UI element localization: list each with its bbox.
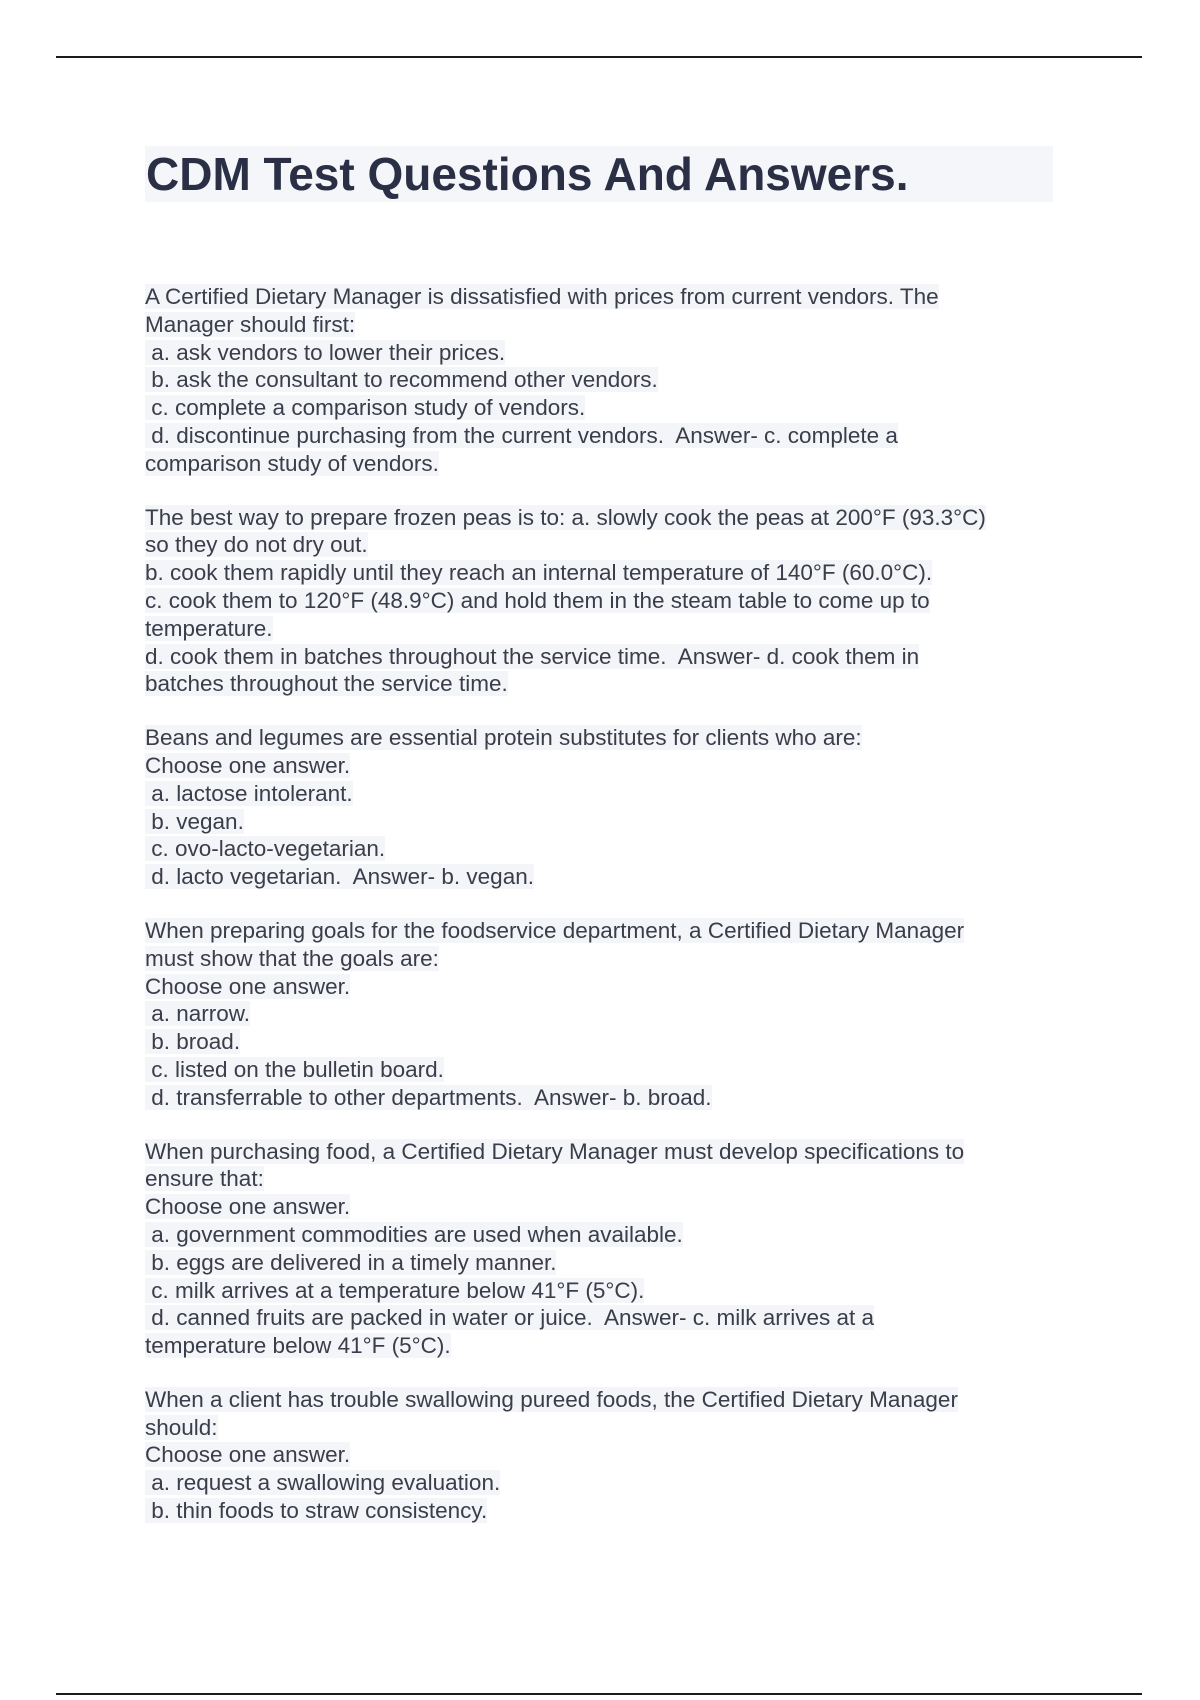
question-text-line [145, 1249, 1065, 1277]
question-text: a. narrow. [145, 1001, 251, 1027]
question-text-line [145, 1138, 1065, 1166]
question-text-line [145, 283, 1065, 311]
question-text: comparison study of vendors. [145, 450, 439, 476]
question-text: Beans and legumes are essential protein substitutes for clients who are: [145, 725, 862, 751]
question-text-line [145, 1056, 1065, 1084]
question-text: b. ask the consultant to recommend other vendors. [145, 367, 658, 393]
question-text: When purchasing food, a Certified Dietary Manager must develop specifications to [145, 1138, 965, 1164]
top-rule [56, 56, 1142, 58]
question-text: Choose one answer. [145, 752, 351, 778]
question-block [145, 283, 1065, 478]
question-text: a. ask vendors to lower their prices. [145, 339, 506, 365]
question-text: batches throughout the service time. [145, 671, 508, 697]
question-text: a. lactose intolerant. [145, 780, 353, 806]
question-text: When a client has trouble swallowing pureed foods, the Certified Dietary Manager [145, 1386, 958, 1412]
question-text-line [145, 1084, 1065, 1112]
question-text: The best way to prepare frozen peas is to: a. slowly cook the peas at 200°F (93.3°C) [145, 504, 986, 530]
question-text: c. listed on the bulletin board. [145, 1056, 444, 1082]
question-block [145, 1138, 1065, 1360]
question-text: A Certified Dietary Manager is dissatisfied with prices from current vendors. The [145, 284, 939, 309]
question-list [145, 283, 1065, 1551]
question-block [145, 1386, 1065, 1525]
question-text: temperature below 41°F (5°C). [145, 1333, 451, 1359]
question-text-line [145, 780, 1065, 808]
question-text-line [145, 863, 1065, 891]
question-text-line [145, 1000, 1065, 1028]
page-title: CDM Test Questions And Answers. [146, 148, 909, 200]
question-text: Manager should first: [145, 311, 356, 337]
question-text-line [145, 808, 1065, 836]
question-text-line [145, 559, 1065, 587]
question-text-line [145, 504, 1065, 532]
question-text: b. vegan. [145, 808, 244, 834]
question-text-line [145, 1221, 1065, 1249]
question-text-line [145, 752, 1065, 780]
question-text-line [145, 1165, 1065, 1193]
question-text-line [145, 670, 1065, 698]
title-block [145, 146, 1053, 202]
question-text: c. complete a comparison study of vendors. [145, 395, 586, 421]
question-text-line [145, 1304, 1065, 1332]
question-block [145, 504, 1065, 699]
question-text-line [145, 339, 1065, 367]
bottom-rule [56, 1693, 1142, 1695]
question-text: Choose one answer. [145, 973, 351, 999]
question-block [145, 917, 1065, 1112]
question-text: b. broad. [145, 1029, 241, 1055]
question-text-line [145, 587, 1065, 615]
question-text-line [145, 531, 1065, 559]
question-text: should: [145, 1414, 218, 1440]
question-text: Choose one answer. [145, 1194, 351, 1220]
question-text-line [145, 450, 1065, 478]
question-text-line [145, 973, 1065, 1001]
question-text-line [145, 917, 1065, 945]
question-text: a. government commodities are used when available. [145, 1221, 683, 1247]
question-text: d. canned fruits are packed in water or juice. Answer- c. milk arrives at a [145, 1305, 875, 1331]
question-text-line [145, 1497, 1065, 1525]
question-text: d. lacto vegetarian. Answer- b. vegan. [145, 864, 534, 890]
question-text-line [145, 1193, 1065, 1221]
question-text: a. request a swallowing evaluation. [145, 1470, 501, 1496]
question-text-line [145, 311, 1065, 339]
question-text: c. ovo-lacto-vegetarian. [145, 836, 386, 862]
question-text-line [145, 1332, 1065, 1360]
question-block [145, 724, 1065, 891]
question-text-line [145, 643, 1065, 671]
question-text: c. milk arrives at a temperature below 41°F (5°C). [145, 1277, 645, 1303]
question-text-line [145, 1028, 1065, 1056]
question-text: When preparing goals for the foodservice department, a Certified Dietary Manager [145, 917, 965, 943]
question-text: c. cook them to 120°F (48.9°C) and hold them in the steam table to come up to [145, 587, 930, 613]
question-text: b. thin foods to straw consistency. [145, 1498, 488, 1524]
question-text-line [145, 1277, 1065, 1305]
question-text: temperature. [145, 615, 273, 641]
question-text-line [145, 1469, 1065, 1497]
question-text-line [145, 1386, 1065, 1414]
question-text-line [145, 394, 1065, 422]
question-text-line [145, 422, 1065, 450]
question-text: d. transferrable to other departments. Answer- b. broad. [145, 1084, 712, 1110]
question-text-line [145, 1441, 1065, 1469]
question-text-line [145, 945, 1065, 973]
question-text: Choose one answer. [145, 1442, 351, 1468]
question-text-line [145, 835, 1065, 863]
question-text: b. cook them rapidly until they reach an internal temperature of 140°F (60.0°C). [145, 560, 933, 586]
question-text: b. eggs are delivered in a timely manner. [145, 1249, 557, 1275]
question-text: ensure that: [145, 1166, 264, 1192]
question-text-line [145, 1414, 1065, 1442]
question-text: d. discontinue purchasing from the current vendors. Answer- c. complete a [145, 422, 898, 448]
question-text-line [145, 724, 1065, 752]
question-text-line [145, 366, 1065, 394]
question-text-line [145, 615, 1065, 643]
question-text: d. cook them in batches throughout the service time. Answer- d. cook them in [145, 643, 920, 669]
question-text: so they do not dry out. [145, 532, 368, 558]
question-text: must show that the goals are: [145, 945, 439, 971]
